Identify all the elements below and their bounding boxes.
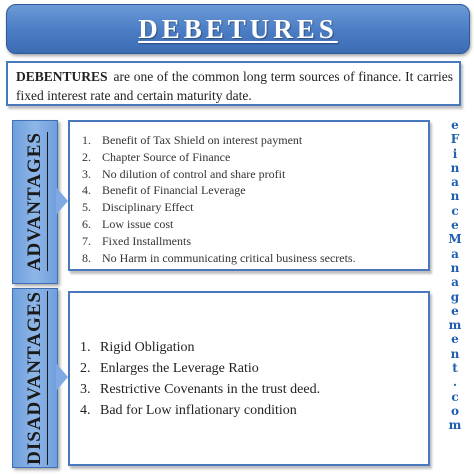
item-number: 4. [82, 183, 91, 198]
brand-char: . [452, 375, 458, 390]
list-item [80, 379, 422, 400]
item-text: Bad for Low inflationary condition [100, 403, 297, 418]
brand-char: e [451, 303, 459, 318]
advantages-label-text: ADVANTAGES [24, 132, 45, 272]
brand-char: c [451, 389, 459, 404]
item-text: No Harm in communicating critical business secrets. [102, 250, 356, 265]
item-number: 6. [82, 216, 91, 231]
item-text: Chapter Source of Finance [102, 149, 231, 164]
item-text: Enlarges the Leverage Ratio [100, 361, 259, 376]
list-item [82, 250, 422, 267]
brand-char: a [451, 175, 459, 190]
disadvantages-label [12, 288, 58, 468]
item-text: Restrictive Covenants in the trust deed. [100, 382, 321, 397]
item-text: Benefit of Financial Leverage [102, 183, 246, 198]
item-text: No dilution of control and share profit [102, 166, 286, 181]
brand-char: n [450, 346, 460, 361]
list-item [80, 400, 422, 421]
list-item [82, 199, 422, 216]
brand-char: F [450, 132, 460, 147]
brand-char: n [450, 260, 460, 275]
brand-char: t [452, 361, 458, 376]
brand-char: a [451, 246, 459, 261]
item-number: 8. [82, 250, 91, 265]
brand-char: a [451, 275, 459, 290]
advantages-box [68, 120, 430, 271]
list-item [82, 132, 422, 149]
list-item [82, 216, 422, 233]
brand-char: e [451, 332, 459, 347]
item-text: Low issue cost [102, 216, 174, 231]
title-banner [6, 4, 470, 54]
brand-char: e [451, 118, 459, 132]
list-item [82, 149, 422, 166]
item-number: 2. [80, 361, 91, 376]
brand-char: m [448, 418, 462, 433]
item-number: 4. [80, 403, 91, 418]
advantages-label [12, 120, 58, 284]
disadvantages-arrow [56, 363, 68, 391]
brand-char: c [451, 203, 459, 218]
item-number: 5. [82, 200, 91, 215]
disadvantages-list [80, 337, 422, 421]
list-item [80, 337, 422, 358]
brand-char: n [450, 160, 460, 175]
list-item [82, 166, 422, 183]
item-text: Fixed Installments [102, 233, 191, 248]
item-number: 2. [82, 149, 91, 164]
disadvantages-box [68, 291, 430, 466]
list-item [82, 182, 422, 199]
disadvantages-label-text: DISADVANTAGES [24, 291, 45, 465]
item-text: Benefit of Tax Shield on interest payment [102, 133, 303, 147]
page-title: DEBETURES [138, 13, 338, 44]
brand-char: n [450, 189, 460, 204]
brand-char: m [448, 318, 462, 333]
definition-text: are one of the common long term sources of finance. It carries fixed interest rate and certain maturity date. [16, 69, 453, 103]
item-number: 3. [80, 382, 91, 397]
brand-watermark [441, 118, 469, 468]
brand-char: g [450, 289, 460, 304]
item-number: 3. [82, 166, 91, 181]
item-number: 7. [82, 233, 91, 248]
list-item [82, 233, 422, 250]
brand-char: i [452, 146, 458, 161]
item-text: Rigid Obligation [100, 340, 195, 355]
item-number: 1. [82, 133, 91, 147]
definition-box [6, 61, 461, 106]
advantages-arrow [56, 187, 68, 215]
list-item [80, 358, 422, 379]
brand-char: e [451, 218, 459, 233]
item-number: 1. [80, 340, 91, 355]
brand-char: M [448, 232, 462, 247]
item-text: Disciplinary Effect [102, 200, 194, 215]
definition-term: DEBENTURES [16, 69, 108, 84]
brand-char: o [450, 403, 459, 418]
advantages-list [82, 132, 422, 266]
